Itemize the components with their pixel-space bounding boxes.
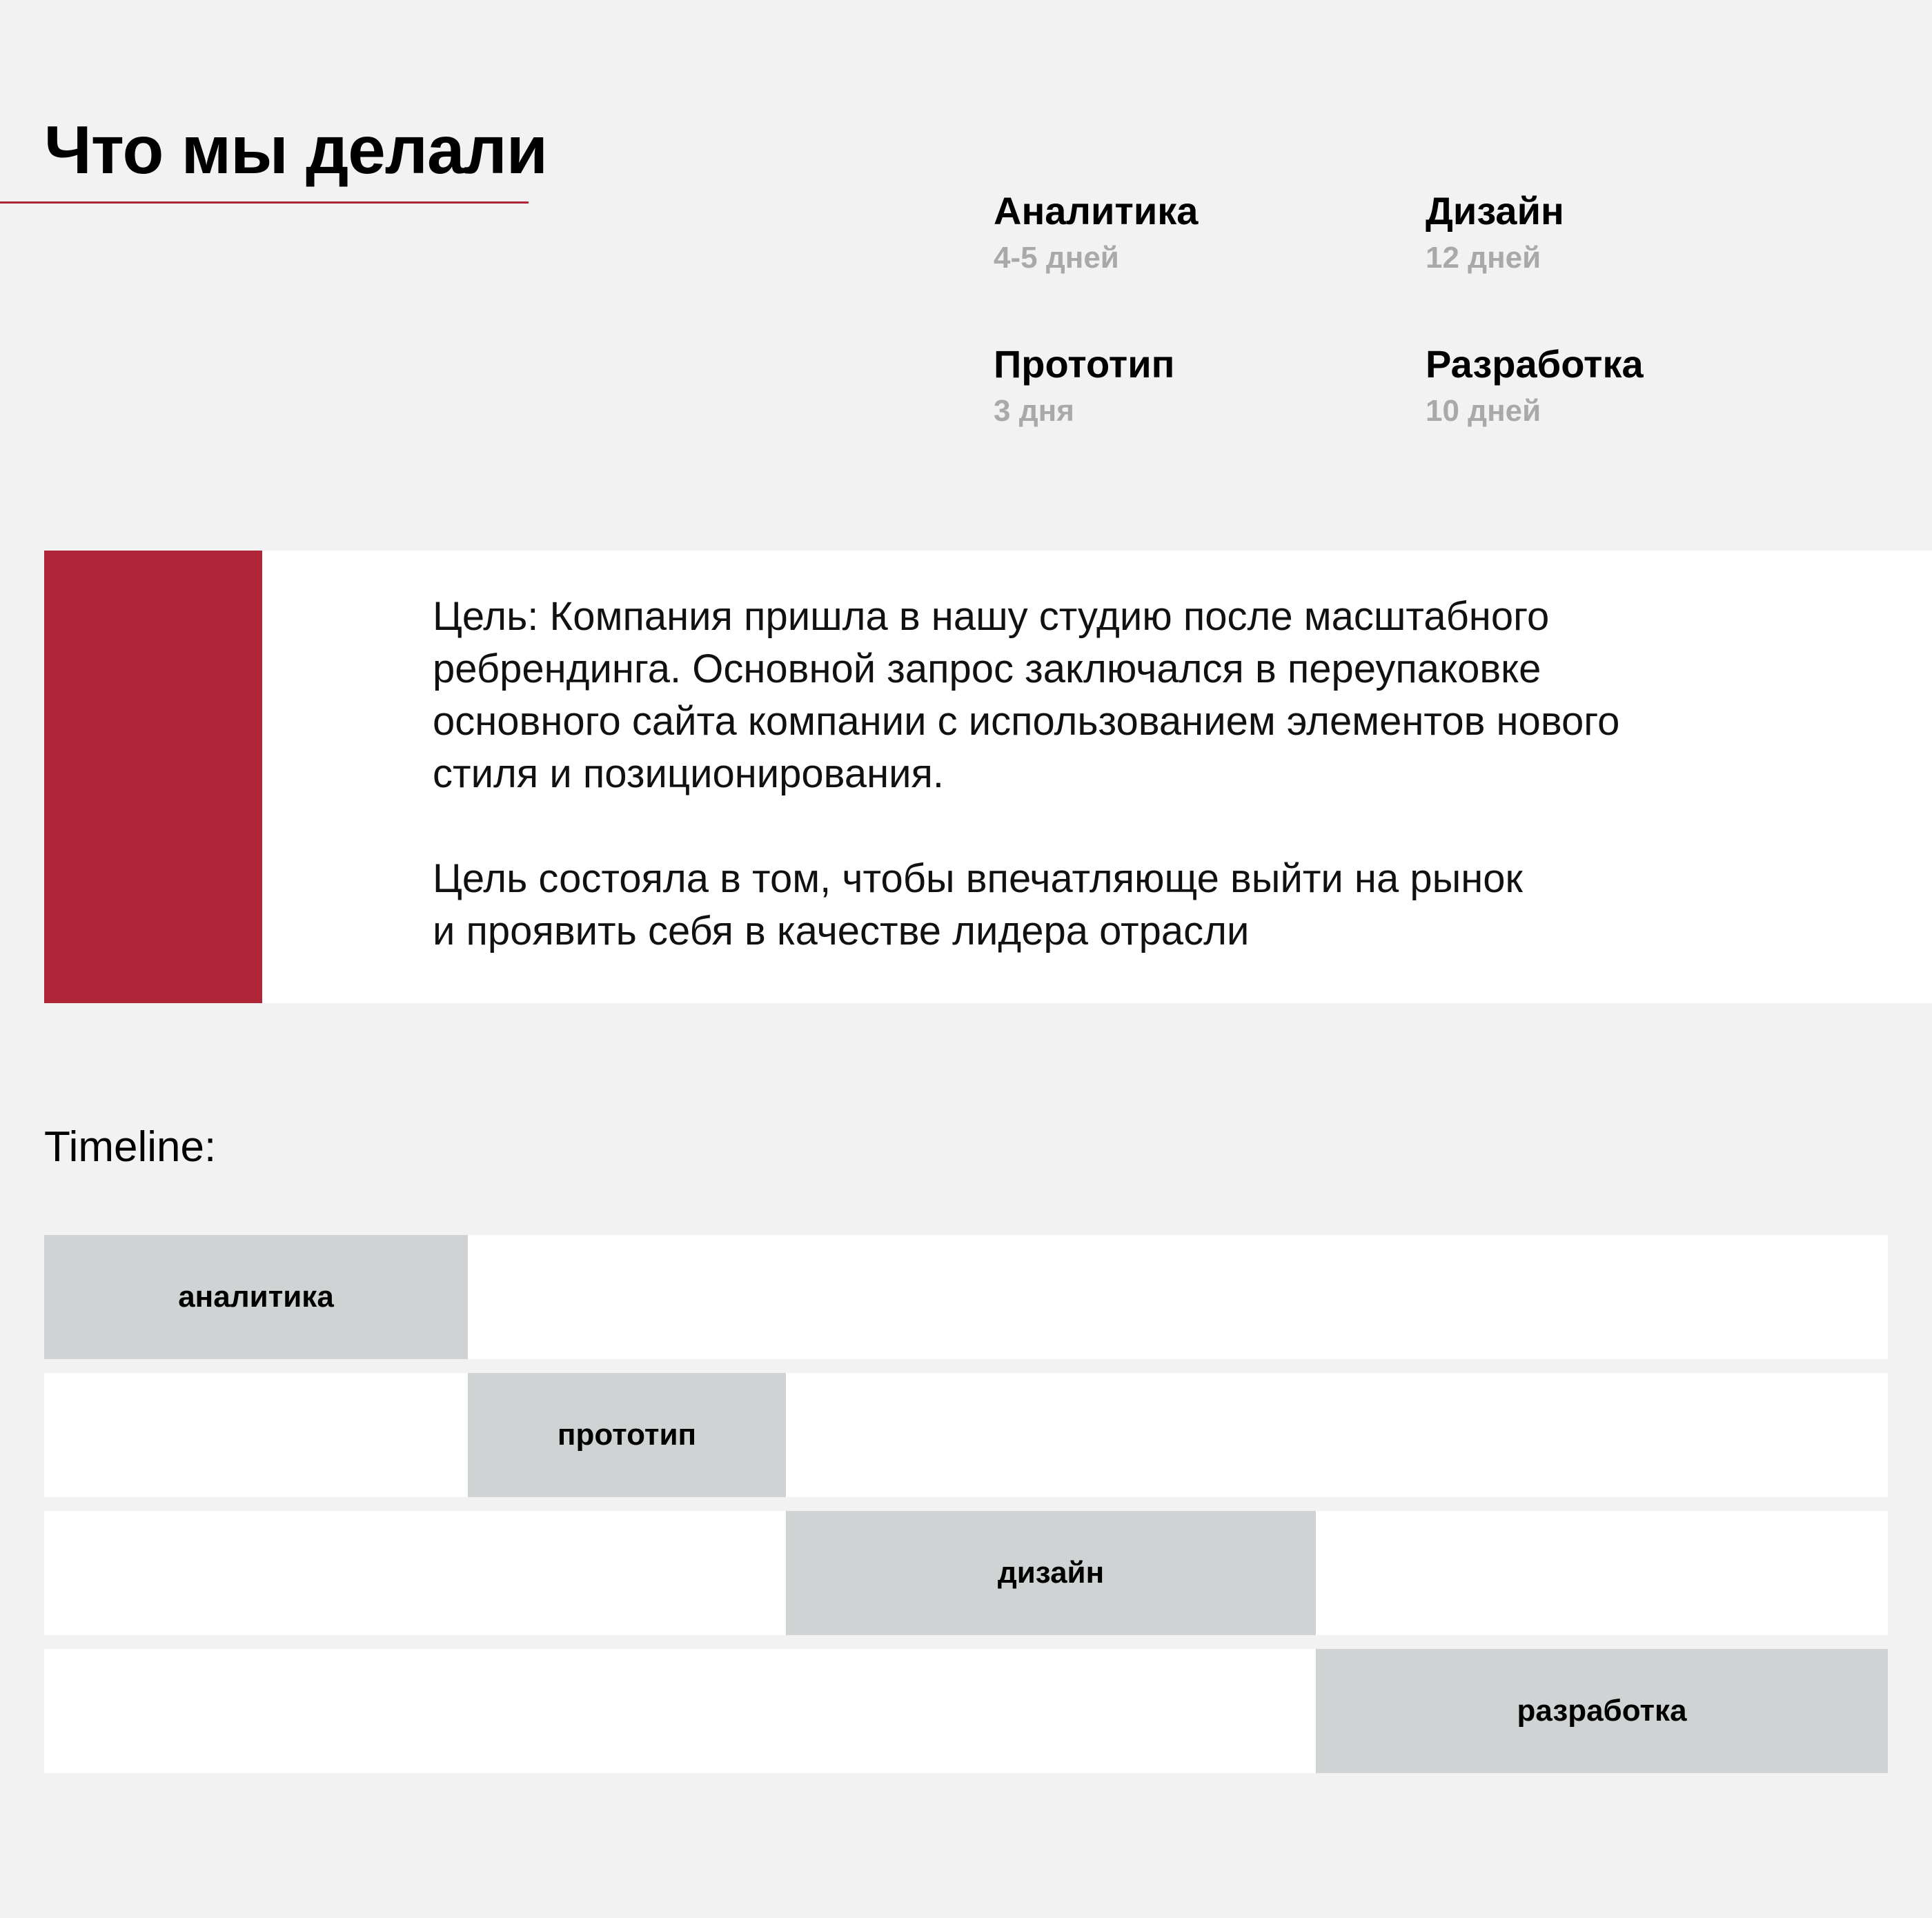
timeline-bar-3 [1316,1649,1888,1773]
stage-design [1426,189,1564,275]
goal-line: Цель: Компания пришла в нашу студию после масштабного [433,594,1550,639]
timeline-row [44,1511,1888,1635]
stage-analytics [994,189,1199,275]
goal-panel [44,551,1932,1003]
goal-line: ребрендинга. Основной запрос заключался в переупаковке [433,646,1541,691]
title-underline [0,201,529,204]
stage-name: Прототип [994,342,1175,386]
stage-prototype [994,342,1175,428]
timeline-bar-label: дизайн [997,1556,1105,1590]
page-title: Что мы делали [44,112,548,188]
stage-duration: 10 дней [1426,394,1541,428]
timeline-bar-label: прототип [557,1418,697,1452]
timeline-bar-1 [468,1373,786,1497]
stage-duration: 12 дней [1426,241,1541,275]
timeline-bar-label: разработка [1517,1694,1687,1728]
goal-line: и проявить себя в качестве лидера отрасли [433,909,1250,953]
timeline-title: Timeline: [44,1123,217,1171]
goal-line: основного сайта компании с использованием элементов нового [433,699,1620,744]
stage-name: Разработка [1426,342,1644,386]
goal-text [433,591,1882,958]
goal-accent-block [44,551,262,1003]
timeline-bar-0 [44,1235,468,1359]
timeline-row [44,1235,1888,1359]
timeline-row [44,1373,1888,1497]
stage-name: Аналитика [994,189,1199,233]
timeline-bar-label: аналитика [178,1280,334,1314]
stage-duration: 3 дня [994,394,1074,428]
timeline-bar-2 [786,1511,1316,1635]
goal-line: Цель состояла в том, чтобы впечатляюще выйти на рынок [433,856,1523,901]
stage-duration: 4-5 дней [994,241,1119,275]
stage-development [1426,342,1644,428]
goal-line: стиля и позиционирования. [433,751,945,796]
timeline-row [44,1649,1888,1773]
stage-name: Дизайн [1426,189,1564,233]
